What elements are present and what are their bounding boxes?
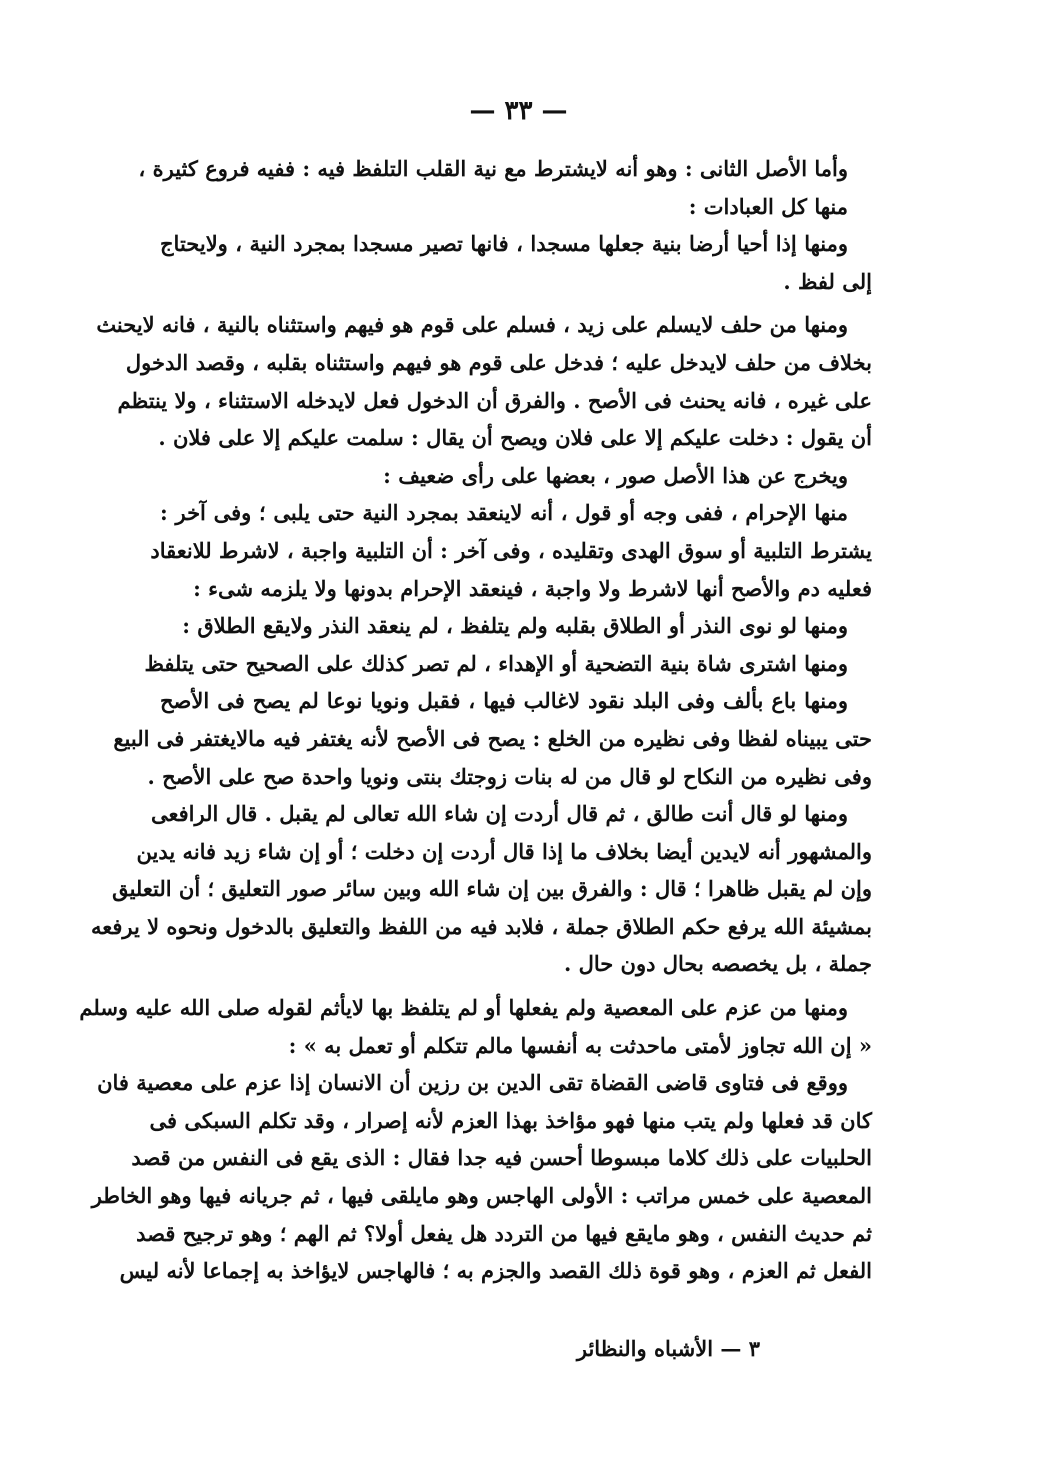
text-line: ثم حديث النفس ، وهو مايقع فيها من التردد هل يفعل أولا؟ ثم الهم ؛ وهو ترجيح قصد	[136, 1220, 872, 1246]
text-line: ومنها اشترى شاة بنية التضحية أو الإهداء ، لم تصر كذلك على الصحيح حتى يتلفظ	[144, 650, 848, 676]
text-line: ومنها إذا أحيا أرضا بنية جعلها مسجدا ، فانها تصير مسجدا بمجرد النية ، ولايحتاج	[160, 231, 848, 257]
text-line: وأما الأصل الثانى : وهو أنه لايشترط مع نية القلب التلفظ فيه : ففيه فروع كثيرة ،	[138, 156, 848, 181]
text-line: حتى يبيناه لفظا وفى نظيره من الخلع : يصح فى الأصح لأنه يغتفر فيه مالايغتفر فى البيع	[113, 725, 872, 751]
text-line: أن يقول : دخلت عليكم إلا على فلان ويصح أن يقال : سلمت عليكم إلا على فلان .	[158, 425, 872, 451]
text-line: ومنها لو قال أنت طالق ، ثم قال أردت إن شاء الله تعالى لم يقبل . قال الرافعى	[150, 801, 848, 827]
text-line: ومنها باع بألف وفى البلد نقود لاغالب فيها ، فقبل ونويا نوعا لم يصح فى الأصح	[160, 688, 848, 714]
text-line: الحلبيات على ذلك كلاما مبسوطا أحسن فيه جدا فقال : الذى يقع فى النفس من قصد	[131, 1145, 872, 1171]
text-line: ويخرج عن هذا الأصل صور ، بعضها على رأى ضعيف :	[383, 462, 848, 488]
text-line: وإن لم يقبل ظاهرا ؛ قال : والفرق بين إن شاء الله وبين سائر صور التعليق ؛ أن التعليق	[112, 876, 872, 902]
text-line: وفى نظيره من النكاح لو قال من له بنات زوجتك بنتى ونويا واحدة صح على الأصح .	[147, 763, 872, 789]
text-line: الفعل ثم العزم ، وهو قوة ذلك القصد والجزم به ؛ فالهاجس لايؤاخذ به إجماعا لأنه ليس	[119, 1258, 872, 1284]
text-line: « إن الله تجاوز لأمتى ماحدثت به أنفسها مالم تتكلم أو تعمل به » :	[288, 1032, 872, 1058]
text-line: المعصية على خمس مراتب : الأولى الهاجس وهو مايلقى فيها ، ثم جريانه فيها وهو الخاطر	[91, 1183, 872, 1209]
body-text	[79, 150, 872, 1290]
text-line: كان قد فعلها ولم يتب منها فهو مؤاخذ بهذا العزم لأنه إصرار ، وقد تكلم السبكى فى	[149, 1107, 872, 1133]
text-line: جملة ، بل يخصصه بحال دون حال .	[563, 951, 872, 977]
text-line: ومنها من عزم على المعصية ولم يفعلها أو لم يتلفظ بها لايأثم لقوله صلى الله عليه وسلم	[79, 995, 848, 1021]
text-line: ووقع فى فتاوى قاضى القضاة تقى الدين بن رزين أن الانسان إذا عزم على معصية فان	[97, 1070, 848, 1096]
text-line: بمشيئة الله يرفع حكم الطلاق جملة ، فلابد فيه من اللفظ والتعليق بالدخول ونحوه لا يرفعه	[90, 913, 872, 939]
footer-signature: ٣ — الأشباه والنظائر	[576, 1336, 760, 1361]
text-line: منها كل العبادات :	[688, 193, 848, 219]
text-line: فعليه دم والأصح أنها لاشرط ولا واجبة ، فينعقد الإحرام بدونها ولا يلزمه شىء :	[193, 575, 872, 601]
text-line: إلى لفظ .	[783, 268, 872, 294]
text-line: والمشهور أنه لايدين أيضا بخلاف ما إذا قال أردت إن دخلت ؛ أو إن شاء زيد فانه يدين	[136, 838, 872, 864]
text-line: على غيره ، فانه يحنث فى الأصح . والفرق أن الدخول فعل لايدخله الاستثناء ، ولا ينتظم	[117, 387, 872, 413]
text-line: ومنها من حلف لايسلم على زيد ، فسلم على قوم هو فيهم واستثناه بالنية ، فانه لايحنث	[96, 312, 848, 338]
page-number: — ٣٣ —	[469, 96, 568, 126]
text-line: بخلاف من حلف لايدخل عليه ؛ فدخل على قوم هو فيهم واستثناه بقلبه ، وقصد الدخول	[125, 349, 872, 375]
text-line: منها الإحرام ، ففى وجه أو قول ، أنه لاينعقد بمجرد النية حتى يلبى ؛ وفى آخر :	[160, 500, 848, 526]
text-line: يشترط التلبية أو سوق الهدى وتقليده ، وفى آخر : أن التلبية واجبة ، لاشرط للانعقاد	[150, 537, 872, 563]
text-line: ومنها لو نوى النذر أو الطلاق بقلبه ولم يتلفظ ، لم ينعقد النذر ولايقع الطلاق :	[182, 613, 848, 639]
